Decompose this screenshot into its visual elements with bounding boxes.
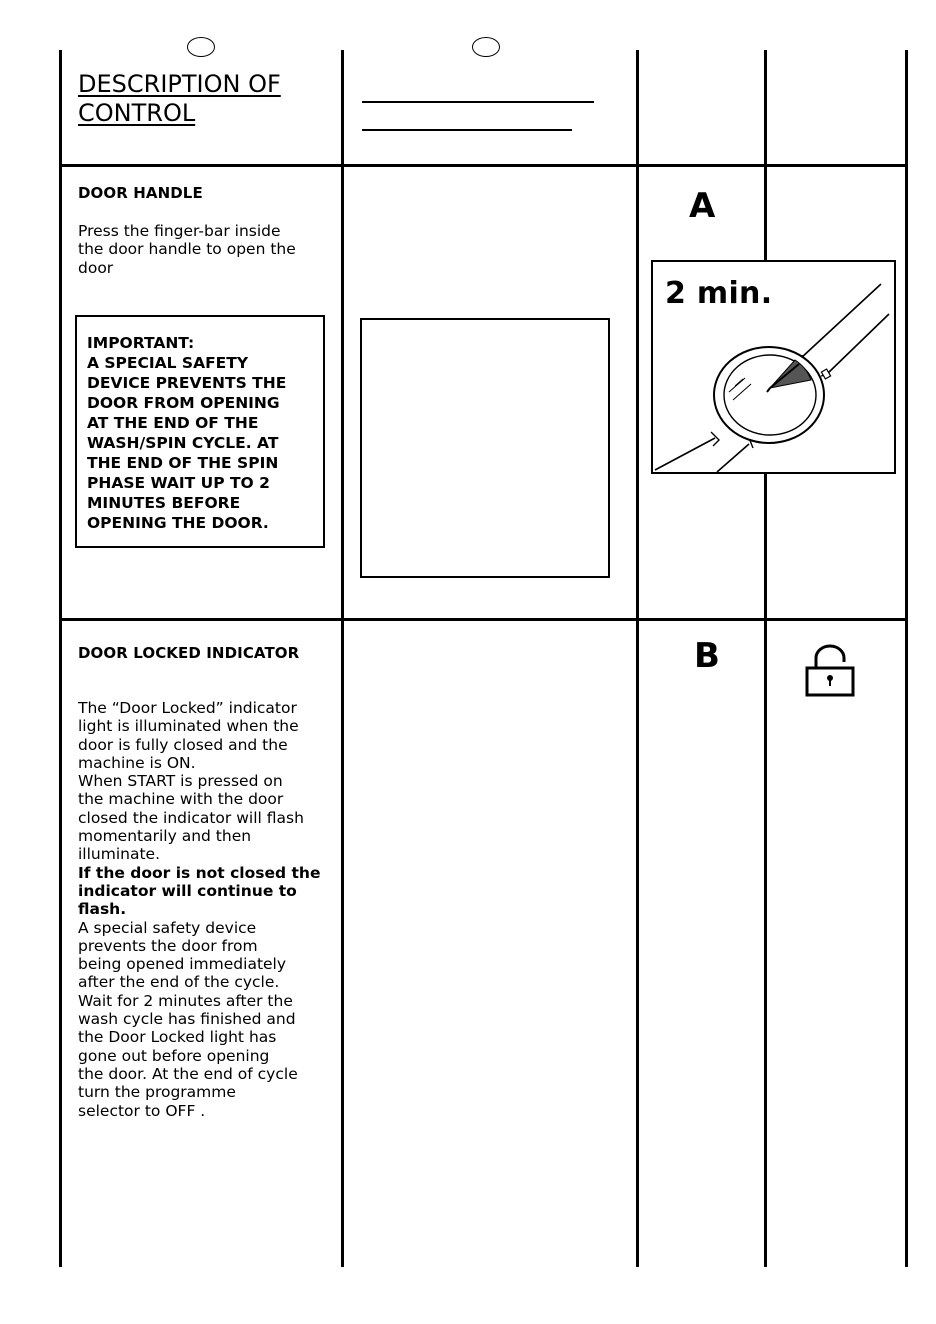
padlock-icon	[804, 642, 856, 698]
notice-line: A SPECIAL SAFETY	[87, 354, 249, 372]
text-line: the door. At the end of cycle	[78, 1064, 298, 1083]
title-line-1: DESCRIPTION OF	[78, 70, 281, 98]
column-divider-3	[636, 50, 639, 1267]
page-title	[78, 70, 281, 128]
wristwatch-icon	[653, 262, 894, 472]
text-line: the Door Locked light has	[78, 1028, 277, 1047]
text-line: the machine with the door	[78, 790, 284, 809]
blank-translation-box	[360, 318, 610, 578]
text-line: closed the indicator will flash	[78, 808, 304, 827]
text-line: door is fully closed and the	[78, 735, 288, 754]
text-line: indicator will continue to	[78, 881, 297, 900]
column-divider-left	[59, 50, 62, 1267]
notice-line: THE END OF THE SPIN	[87, 454, 279, 472]
text-line: flash.	[78, 900, 127, 919]
blank-title-rule-1	[362, 101, 594, 103]
text-line: wash cycle has finished and	[78, 1010, 296, 1029]
door-handle-description	[78, 222, 296, 277]
column-divider-right	[905, 50, 908, 1267]
notice-line: PHASE WAIT UP TO 2	[87, 474, 270, 492]
text-line: momentarily and then	[78, 827, 252, 846]
text-line: selector to OFF .	[78, 1101, 206, 1120]
door-locked-heading: DOOR LOCKED INDICATOR	[78, 644, 300, 662]
text-line: Wait for 2 minutes after the	[78, 991, 293, 1010]
column-divider-4	[764, 50, 767, 1267]
language-marker-circle-2	[472, 37, 500, 57]
row-divider-header	[60, 164, 908, 167]
text-line: The “Door Locked” indicator	[78, 699, 297, 717]
title-line-2: CONTROL	[78, 99, 196, 127]
row-divider-middle	[60, 618, 908, 621]
text-line: door	[78, 258, 114, 277]
text-line: gone out before opening	[78, 1046, 270, 1065]
text-line: after the end of the cycle.	[78, 973, 280, 992]
text-line: light is illuminated when the	[78, 717, 299, 736]
important-notice-box	[75, 315, 325, 548]
section-letter-b: B	[694, 636, 720, 676]
notice-line: AT THE END OF THE	[87, 414, 259, 432]
notice-line: DOOR FROM OPENING	[87, 394, 280, 412]
text-line: turn the programme	[78, 1083, 236, 1102]
door-locked-description	[78, 699, 320, 1120]
notice-line: DEVICE PREVENTS THE	[87, 374, 287, 392]
text-line: If the door is not closed the	[78, 863, 321, 882]
text-line: prevents the door from	[78, 936, 258, 955]
text-line: machine is ON.	[78, 753, 196, 772]
text-line: Press the finger-bar inside	[78, 222, 281, 240]
notice-line: MINUTES BEFORE	[87, 494, 241, 512]
language-marker-circle-1	[187, 37, 215, 57]
text-line: the door handle to open the	[78, 240, 296, 259]
text-line: A special safety device	[78, 918, 257, 937]
door-handle-heading: DOOR HANDLE	[78, 184, 203, 202]
blank-title-rule-2	[362, 129, 572, 131]
notice-line: WASH/SPIN CYCLE. AT	[87, 434, 279, 452]
wait-time-label: 2 min.	[665, 276, 773, 311]
notice-line: IMPORTANT:	[87, 334, 195, 352]
column-divider-2	[341, 50, 344, 1267]
text-line: When START is pressed on	[78, 772, 283, 791]
text-line: being opened immediately	[78, 955, 287, 974]
notice-line: OPENING THE DOOR.	[87, 514, 269, 532]
text-line: illuminate.	[78, 845, 161, 864]
section-letter-a: A	[689, 186, 716, 226]
watch-illustration-box	[651, 260, 896, 474]
